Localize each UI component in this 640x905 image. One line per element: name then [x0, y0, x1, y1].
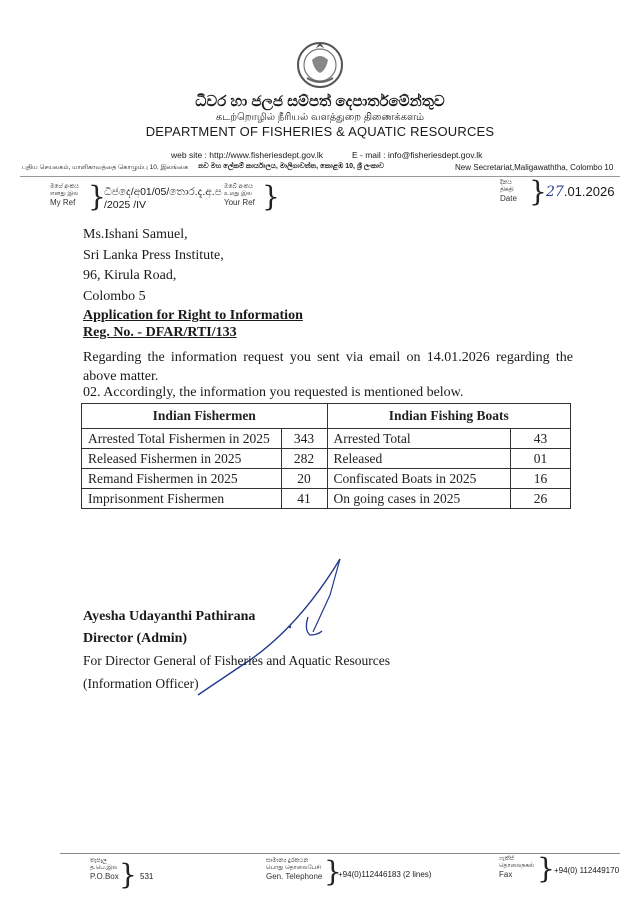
footer-telephone-labels: [266, 858, 330, 882]
telephone-brace: }: [324, 855, 342, 888]
date-day-handwritten: 27: [546, 184, 564, 200]
statistics-table: [81, 403, 571, 509]
fishermen-value: 41: [281, 489, 327, 509]
date-month-year: .01.2026: [563, 184, 615, 199]
pobox-value: 531: [140, 872, 154, 881]
footer-rule: [60, 853, 620, 854]
table-row: [82, 449, 571, 469]
boats-value: 43: [511, 429, 571, 449]
pobox-label-ta: த.பெ.இல: [90, 865, 118, 871]
table-row: [82, 429, 571, 449]
address-tamil: புதிய செயலகம், மாளிகாவத்தை கொழும்பு 10, இலங்கை: [22, 164, 189, 171]
fishermen-value: 20: [281, 469, 327, 489]
my-ref-label-si: මගේ අංකය: [50, 184, 79, 190]
my-ref-labels: [50, 184, 90, 208]
body-paragraph-2: 02. Accordingly, the information you requested is mentioned below.: [83, 385, 464, 400]
pobox-label-si: තැපෑල: [90, 858, 107, 864]
my-ref-label-ta: எனது இல: [50, 191, 79, 197]
date-labels: [500, 180, 530, 204]
your-ref-brace: }: [262, 180, 280, 213]
signatory-name: Ayesha Udayanthi Pathirana: [83, 609, 256, 624]
date-label-ta: திகதி: [500, 187, 514, 193]
recipient-block: [83, 225, 224, 307]
my-ref-value-1: ධීජදෙ/අ01/05/තොර.දැ.අ.ප: [104, 186, 222, 198]
fax-label-ta: தொலைநகல்: [499, 863, 535, 869]
telephone-label-ta: பொது தொலைபேசி: [266, 865, 321, 871]
boats-label: Arrested Total: [327, 429, 511, 449]
boats-value: 26: [511, 489, 571, 509]
fishermen-value: 282: [281, 449, 327, 469]
recipient-org: Sri Lanka Press Institute,: [83, 247, 224, 263]
pobox-label-en: P.O.Box: [90, 872, 119, 881]
email: E - mail : info@fisheriesdept.gov.lk: [352, 150, 483, 160]
fax-brace: }: [537, 852, 555, 885]
recipient-name: Ms.Ishani Samuel,: [83, 227, 188, 242]
fishermen-value: 343: [281, 429, 327, 449]
header-indian-fishermen: Indian Fishermen: [82, 404, 328, 429]
fax-label-si: ෆැක්ස්: [499, 856, 514, 862]
fishermen-label: Released Fishermen in 2025: [82, 449, 282, 469]
address-sinhala: නව මහ ලේකම් කාර්යාලය, මාලිගාවත්ත, කොළඹ 10, ශ්‍රී ලංකාව: [198, 163, 384, 170]
date-label-si: දිනය: [500, 180, 512, 186]
date-brace: }: [529, 175, 547, 208]
table-header-row: [82, 404, 571, 429]
table-row: [82, 469, 571, 489]
dept-title-english: DEPARTMENT OF FISHERIES & AQUATIC RESOURCES: [145, 124, 495, 139]
your-ref-label-ta: உமது இல: [224, 191, 252, 197]
fax-label-en: Fax: [499, 870, 513, 879]
your-ref-labels: [224, 184, 264, 208]
fishermen-label: Remand Fishermen in 2025: [82, 469, 282, 489]
subject-line-1: Application for Right to Information: [83, 308, 303, 323]
my-ref-value-2: /2025 /IV: [104, 199, 147, 211]
my-ref-label-en: My Ref: [50, 198, 76, 207]
dept-title-tamil: கடற்றொழில் நீரியல் வளத்துறை திணைக்களம்: [215, 112, 425, 123]
date-value: [546, 184, 614, 200]
your-ref-label-en: Your Ref: [224, 198, 255, 207]
national-emblem: [293, 38, 347, 90]
handwritten-signature: [180, 555, 350, 705]
my-ref-brace: }: [88, 180, 106, 213]
telephone-label-en: Gen. Telephone: [266, 872, 323, 881]
website: web site : http://www.fisheriesdept.gov.lk: [171, 150, 323, 160]
table-row: [82, 489, 571, 509]
date-label-en: Date: [500, 194, 517, 203]
boats-label: Released: [327, 449, 511, 469]
boats-value: 16: [511, 469, 571, 489]
signatory-role: (Information Officer): [83, 676, 199, 691]
body-paragraph-1: Regarding the information request you sent via email on 14.01.2026 regarding the above matter.: [83, 350, 573, 384]
address-english: New Secretariat,Maligawaththa, Colombo 10: [455, 163, 614, 172]
telephone-label-si: සාමාන්‍ය දුරකථන: [266, 858, 309, 864]
dept-title-sinhala: ධීවර හා ජලජ සම්පත් දෙපාර්තමේන්තුව: [195, 93, 445, 110]
recipient-city: Colombo 5: [83, 288, 146, 304]
fishermen-label: Imprisonment Fishermen: [82, 489, 282, 509]
fax-value: +94(0) 112449170: [554, 866, 620, 875]
your-ref-label-si: ඔබේ අංකය: [224, 184, 253, 190]
fishermen-label: Arrested Total Fishermen in 2025: [82, 429, 282, 449]
recipient-street: 96, Kirula Road,: [83, 268, 177, 283]
boats-label: Confiscated Boats in 2025: [327, 469, 511, 489]
signatory-title: Director (Admin): [83, 631, 188, 646]
subject-line-2: Reg. No. - DFAR/RTI/133: [83, 325, 237, 340]
telephone-value: +94(0)112446183 (2 lines): [338, 870, 432, 879]
boats-label: On going cases in 2025: [327, 489, 511, 509]
boats-value: 01: [511, 449, 571, 469]
signatory-for-line: For Director General of Fisheries and Aquatic Resources: [83, 653, 391, 668]
header-indian-fishing-boats: Indian Fishing Boats: [327, 404, 570, 429]
pobox-brace: }: [119, 858, 137, 891]
